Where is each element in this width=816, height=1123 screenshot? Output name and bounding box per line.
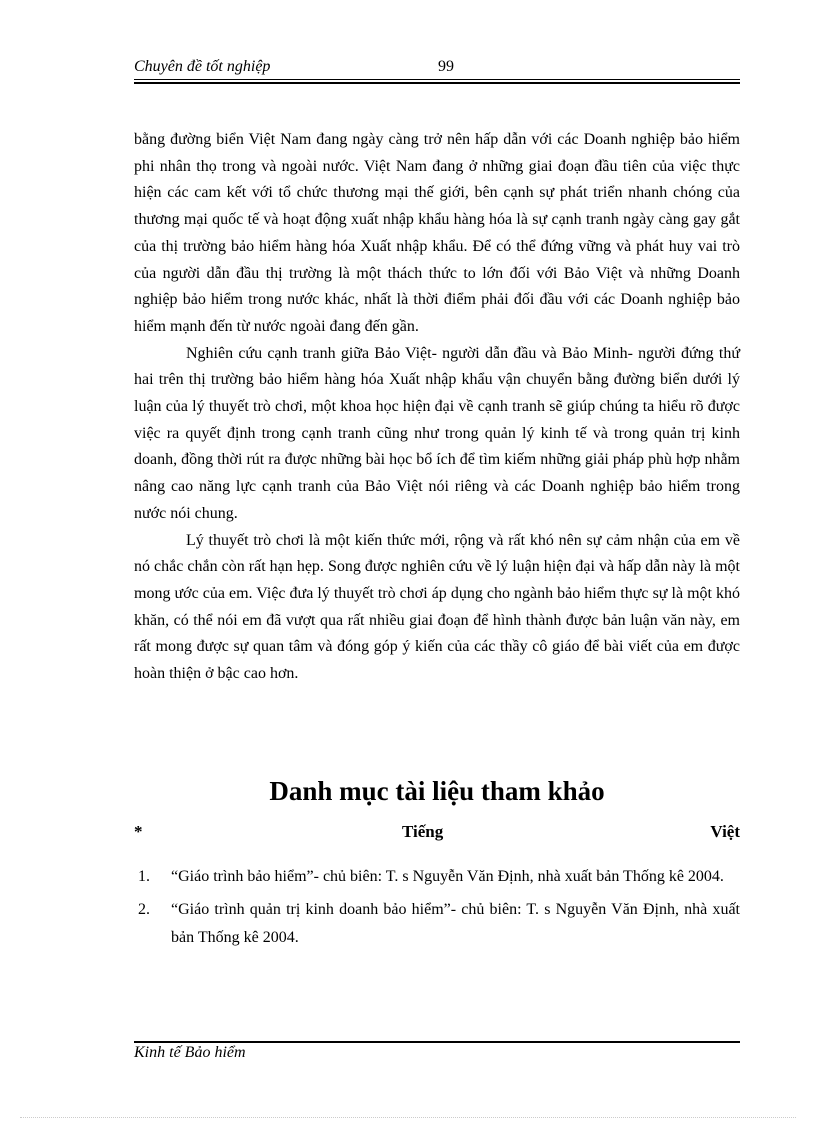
references-title: Danh mục tài liệu tham khảo xyxy=(269,776,605,806)
reference-number: 1. xyxy=(138,868,150,885)
header-title: Chuyên đề tốt nghiệp xyxy=(134,58,271,75)
page-bottom-dotted-line xyxy=(20,1117,796,1118)
references-section-heading xyxy=(134,822,740,846)
paragraph-2: Nghiên cứu cạnh tranh giữa Bảo Việt- người dẫn đầu và Bảo Minh- người đứng thứ hai trên thị trường bảo hiểm hàng hóa Xuất nhập khẩu vận chuyển bằng đường biển dưới lý luận của lý thuyết trò chơi, một khoa học hiện đại về cạnh tranh sẽ giúp chúng ta hiểu rõ được việc ra quyết định trong cạnh tranh cũng như trong quản lý kinh tế và trong quản trị kinh doanh, đồng thời rút ra được những bài học bổ ích để tìm kiếm những giải pháp phù hợp nhằm nâng cao năng lực cạnh tranh của Bảo Việt nói riêng và các Doanh nghiệp bảo hiểm trong nước nói chung. xyxy=(134,344,740,522)
body-text xyxy=(134,127,740,688)
footer-rule xyxy=(134,1041,740,1043)
paragraph-3: Lý thuyết trò chơi là một kiến thức mới, rộng và rất khó nên sự cảm nhận của em về nó chắc chắn còn rất hạn hẹp. Song được nghiên cứu về lý luận hiện đại và hấp dẫn này là một mong ước của em. Việc đưa lý thuyết trò chơi áp dụng cho ngành bảo hiểm thực sự là một khó khăn, có thể nói em đã vượt qua rất nhiều giai đoạn để hình thành được bản luận văn này, em rất mong được sự quan tâm và đóng góp ý kiến của các thầy cô giáo để bài viết của em được hoàn thiện ở bậc cao hơn. xyxy=(134,531,740,683)
page-number: 99 xyxy=(438,58,454,75)
page-header xyxy=(134,58,740,78)
reference-text: “Giáo trình quản trị kinh doanh bảo hiểm”- chủ biên: T. s Nguyễn Văn Định, nhà xuất bản Thống kê 2004. xyxy=(171,900,740,946)
reference-list xyxy=(134,863,740,957)
section-marker: * xyxy=(134,822,143,841)
section-word-2: Việt xyxy=(710,822,740,841)
header-rule-top xyxy=(134,79,740,80)
header-rule-bottom xyxy=(134,82,740,84)
reference-item xyxy=(134,863,740,892)
reference-item xyxy=(134,896,740,953)
section-word-1: Tiếng xyxy=(402,822,444,841)
footer-text: Kinh tế Bảo hiểm xyxy=(134,1044,246,1061)
reference-number: 2. xyxy=(138,900,150,918)
reference-text: “Giáo trình bảo hiểm”- chủ biên: T. s Nguyễn Văn Định, nhà xuất bản Thống kê 2004. xyxy=(171,868,724,885)
paragraph-1: bằng đường biển Việt Nam đang ngày càng trở nên hấp dẫn với các Doanh nghiệp bảo hiểm phi nhân thọ trong và ngoài nước. Việt Nam đang ở những giai đoạn đầu tiên của việc thực hiện các cam kết với tổ chức thương mại thế giới, bên cạnh sự phát triển nhanh chóng của thương mại quốc tế và hoạt động xuất nhập khẩu hàng hóa là sự cạnh tranh ngày càng gay gắt của thị trường bảo hiểm hàng hóa Xuất nhập khẩu. Để có thể đứng vững và phát huy vai trò của người dẫn đầu thị trường là một thách thức to lớn đối với Bảo Việt và những Doanh nghiệp bảo hiểm trong nước khác, nhất là thời điểm phải đối đầu với các Doanh nghiệp bảo hiểm mạnh đến từ nước ngoài đang đến gần. xyxy=(134,131,740,335)
